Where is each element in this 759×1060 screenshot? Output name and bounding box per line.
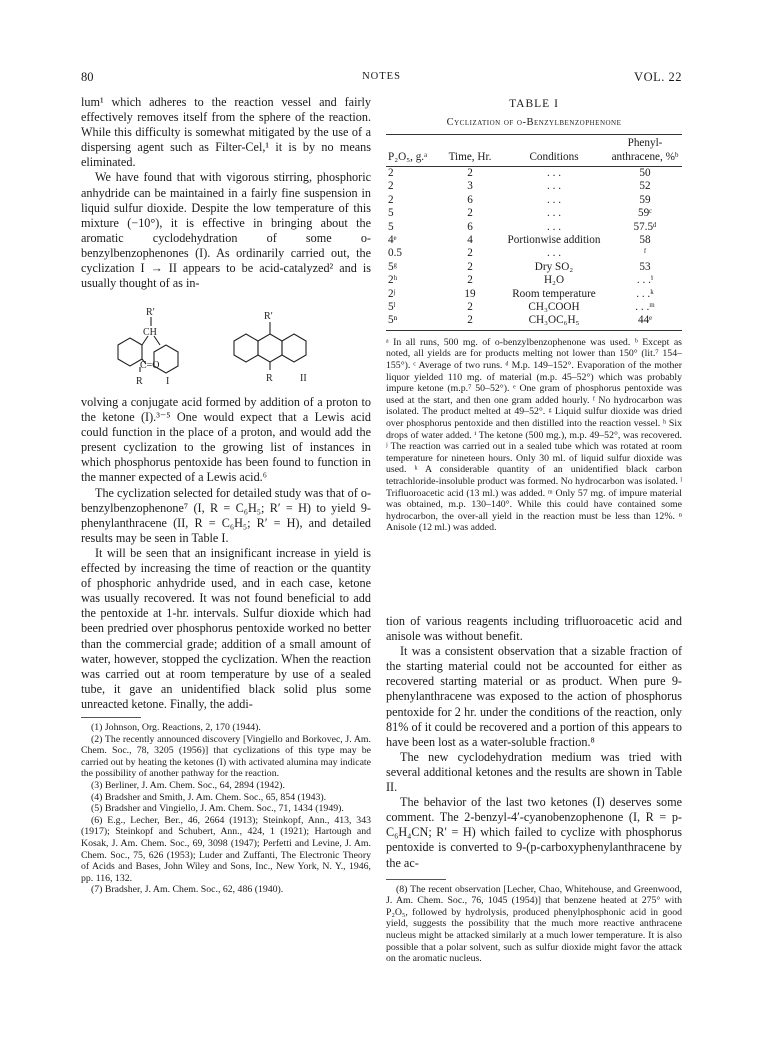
anthracene-ring	[234, 334, 258, 362]
table-cell: 2ʲ	[388, 287, 396, 300]
paragraph: volving a conjugate acid formed by addition of a proton to the ketone (I).³⁻⁵ One would expect that a Lewis acid could function in the place of a proton, and would add the present cyclization to the growing list of instances in which phosphorus pentoxide has been found to function in the manner expected of a Lewis acid.⁶	[81, 395, 371, 485]
paragraph: lum¹ which adheres to the reaction vessel and fairly effectively removes itself from the sphere of the reaction. While this difficulty is somewhat mitigated by the use of a dispersing agent such as Filter-Cel,¹ it is by no means eliminated.	[81, 95, 371, 170]
table-cell: 4	[467, 234, 473, 247]
table-cell: 0.5	[388, 247, 402, 260]
footnote: (8) The recent observation [Lecher, Chao, Whitehouse, and Greenwood, J. Am. Chem. Soc., 76, 1045 (1954)] that benzene heated at 275° with P₂O₅, followed by hydrolysis, produced phenylphosphonic acid in good yield, suggests the possibility that the much more reactive anthracene nucleus might be attacked similarly at a much lower temperature. It is also possible that a polar solvent, such as sulfur dioxide might favor the attack on the aromatic nucleus.	[386, 883, 682, 965]
r-prime-label: R′	[264, 311, 273, 322]
table-cell: 2	[467, 167, 473, 179]
footnote: (2) The recently announced discovery [Vingiello and Borkovec, J. Am. Chem. Soc., 78, 3205 (1956)] that cyclizations of this type may be carried out by heating the ketones (I) with activated alumina may indicate the possibility of another pathway for the reaction.	[81, 733, 371, 780]
anthracene-ring	[282, 334, 306, 362]
footnote: (7) Bradsher, J. Am. Chem. Soc., 62, 486 (1940).	[91, 884, 284, 896]
table-cell: 2ʰ	[388, 274, 398, 287]
footnotes	[81, 722, 371, 896]
table-row	[386, 261, 682, 274]
paragraph: We have found that with vigorous stirring, phosphoric anhydride can be maintained in a fairly fine suspension in liquid sulfur dioxide. Despite the low temperature of this mixture (−10°), it is effective in bringing about the aromatic cyclodehydration of some o-benzylbenzophenones (I). As ordinarily carried out, the cyclization I → II appears to be acid-catalyzed² and is usually thought of as in-	[81, 170, 371, 291]
table-notes: ᵃ In all runs, 500 mg. of o-benzylbenzophenone was used. ᵇ Except as noted, all yields are for products melting not lower than 150° (lit.⁷ 154–155°). ᶜ Average of two runs. ᵈ M.p. 149–152°. Evaporation of the mother liquor yielded 110 mg. of material (m.p. 45–52°) which was probably impure ketone (m.p.⁷ 50–52°). ᵉ One gram of phosphorus pentoxide was used at the start, and then one gram added hourly. ᶠ No hydrocarbon was isolated. The product melted at 49–52°. ᵍ Liquid sulfur dioxide was dried over phosphorus pentoxide and then distilled into the reaction vessel. ʰ Six drops of water added. ⁱ The ketone (500 mg.), m.p. 49–52°, was recovered. ʲ The reaction was carried out in a sealed tube which was rotated at room temperature for nineteen hours. Only 30 ml. of liquid sulfur dioxide was used. ᵏ A considerable quantity of an unidentified black carbon tetrachloride-insoluble product was formed. No hydrocarbon was isolated. ˡ Trifluoroacetic acid (13 ml.) was added. ᵐ Only 57 mg. of impure material was obtained, m.p. 130–140°. While this could have contained some hydrocarbon, the over-all yield in the reaction must be less than 12%. ⁿ Anisole (12 ml.) was added.	[386, 336, 682, 534]
table-row	[386, 288, 682, 301]
table-row	[386, 274, 682, 287]
paragraph: It was a consistent observation that a sizable fraction of the starting material could not be accounted for either as recovered starting material or as product. When pure 9-phenylanthracene was exposed to the action of phosphorus pentoxide for 2 hr. under the conditions of the reaction, only 81% of it could be recovered and a portion of this appears to have been lost as a water-soluble fraction.⁸	[386, 644, 682, 749]
table-cell: . . .	[547, 167, 561, 179]
table-row	[386, 221, 682, 234]
footnote: (3) Berliner, J. Am. Chem. Soc., 64, 2894 (1942).	[91, 779, 285, 791]
running-head: NOTES	[362, 71, 401, 82]
paragraph: The behavior of the last two ketones (I) deserves some comment. The 2-benzyl-4′-cyanobenzophenone (I, R = p-C₆H₄CN; R′ = H) which failed to cyclize with phosphorus pentoxide is converted to 9-(p-carboxyphenylanthracene by the ac-	[386, 795, 682, 870]
table-cell: . . .	[547, 207, 561, 220]
table-cell: 5	[388, 220, 394, 233]
table-cell: 59ᶜ	[637, 207, 653, 220]
table-cell: . . .ᵏ	[636, 287, 654, 300]
table-cell: 57.5ᵈ	[633, 220, 657, 233]
footnote-rule	[81, 717, 141, 718]
table-cell: 2	[467, 247, 473, 260]
table-cell: 58	[639, 234, 651, 247]
table-cell: CH₃COOH	[528, 301, 580, 314]
table-row	[386, 207, 682, 220]
column-header: P₂O₅, g.ᵃ	[386, 135, 440, 167]
volume-label: VOL. 22	[634, 70, 682, 84]
table-cell: 2	[467, 301, 473, 314]
footnotes	[386, 884, 682, 965]
table-cell: ᶠ	[643, 247, 647, 260]
table-cell: 2	[467, 207, 473, 220]
table-row	[386, 194, 682, 207]
column-header: Conditions	[500, 135, 608, 167]
table-grid	[386, 134, 682, 331]
table-cell: 53	[639, 260, 651, 273]
table-cell: H₂O	[543, 274, 565, 287]
footnote: (1) Johnson, Org. Reactions, 2, 170 (1944).	[91, 721, 261, 733]
table-cell: . . .ⁱ	[636, 274, 654, 287]
table-cell: . . .	[547, 180, 561, 193]
table-1	[386, 97, 682, 534]
table-cell: . . .	[547, 247, 561, 260]
footnote: (5) Bradsher and Vingiello, J. Am. Chem. Soc., 71, 1434 (1949).	[91, 803, 344, 815]
table-cell: 19	[464, 287, 476, 300]
table-cell: 2	[467, 274, 473, 287]
left-column-body	[81, 395, 371, 896]
table-cell: 2	[467, 260, 473, 273]
table-cell: 5ˡ	[388, 301, 396, 314]
table-cell: 3	[467, 180, 473, 193]
table-cell: 6	[467, 193, 473, 206]
table-cell: Dry SO₂	[534, 260, 574, 273]
chemical-structures	[96, 304, 356, 390]
table-cell: 2	[440, 314, 500, 330]
table-row	[386, 301, 682, 314]
footnote: (4) Bradsher and Smith, J. Am. Chem. Soc., 65, 854 (1943).	[91, 791, 327, 803]
table-cell: 6	[467, 220, 473, 233]
left-column-top	[81, 95, 371, 291]
table-cell: 50	[639, 167, 651, 179]
structure-label-ii: II	[300, 373, 307, 384]
table-cell: 44ᵉ	[608, 314, 682, 330]
page-header	[81, 70, 682, 86]
paragraph: It will be seen that an insignificant increase in yield is effected by increasing the time of reaction or the quantity of phosphoric anhydride used, and in each case, ketone was usually recovered. It was not found beneficial to add the pentoxide at 1-hr. intervals. Sulfur dioxide which had been predried over phosphorus pentoxide worked no better than the commercial grade; addition of a small amount of water, however, stopped the cyclization. When the reaction was carried out at room temperature by use of a sealed tube, it gave an unidentified black solid plus some unreacted ketone. Finally, the addi-	[81, 545, 371, 711]
page-number: 80	[81, 70, 94, 84]
table-cell: 2	[388, 193, 394, 206]
table-row	[386, 180, 682, 193]
r-label: R	[136, 376, 143, 387]
paragraph: The new cyclodehydration medium was tried with several additional ketones and the results are shown in Table II.	[386, 749, 682, 795]
paragraph: tion of various reagents including trifluoroacetic acid and anisole was without benefit.	[386, 614, 682, 644]
table-row	[386, 247, 682, 260]
co-label: C=O	[140, 360, 160, 371]
paragraph: The cyclization selected for detailed study was that of o-benzylbenzophenone⁷ (I, R = C₆H₅; R′ = H) to yield 9-phenylanthracene (II, R = C₆H₅; R′ = H), and detailed results may be seen in Table I.	[81, 485, 371, 545]
structure-label-i: I	[166, 376, 170, 387]
footnote-rule	[386, 879, 446, 880]
table-cell: . . .	[547, 193, 561, 206]
right-column-body	[386, 614, 682, 965]
footnote: (6) E.g., Lecher, Ber., 46, 2664 (1913); Steinkopf, Ann., 413, 343 (1917); Steinkopf and Schubert, Ann., 424, 1 (1921); Hartough and Kosak, J. Am. Chem. Soc., 69, 3098 (1947); Perfetti and Levine, J. Am. Chem. Soc., 75, 626 (1953); Luder and Zuffanti, The Electronic Theory of Acids and Bases, John Wiley and Sons, Inc., New York, N. Y., 1946, pp. 116, 132.	[81, 814, 371, 884]
table-row	[386, 234, 682, 247]
table-cell: 2	[388, 167, 394, 179]
table-cell: 5ⁿ	[386, 314, 440, 330]
table-row	[386, 167, 682, 181]
table-cell: . . .ᵐ	[635, 301, 655, 314]
table-cell: 4ᵉ	[388, 234, 397, 247]
table-caption: Cyclization of o-Benzylbenzophenone	[446, 117, 622, 129]
table-cell: . . .	[547, 220, 561, 233]
table-row	[386, 314, 682, 330]
column-header: Phenyl-anthracene, %ᵇ	[608, 135, 682, 167]
table-cell: 59	[639, 193, 651, 206]
table-cell: 5	[388, 207, 394, 220]
table-cell: Portionwise addition	[507, 234, 601, 247]
ch-label: CH	[143, 327, 157, 338]
table-cell: 5ᵍ	[388, 260, 397, 273]
table-cell: CH₃OC₆H₅	[500, 314, 608, 330]
table-cell: 2	[388, 180, 394, 193]
table-title: TABLE I	[509, 98, 559, 110]
r-label: R	[266, 373, 273, 384]
anthracene-ring	[258, 334, 282, 362]
table-cell: 52	[639, 180, 651, 193]
column-header: Time, Hr.	[440, 135, 500, 167]
table-header-row	[386, 135, 682, 167]
r-prime-label: R′	[146, 307, 155, 318]
benzene-ring	[118, 338, 142, 366]
table-cell: Room temperature	[512, 287, 596, 300]
